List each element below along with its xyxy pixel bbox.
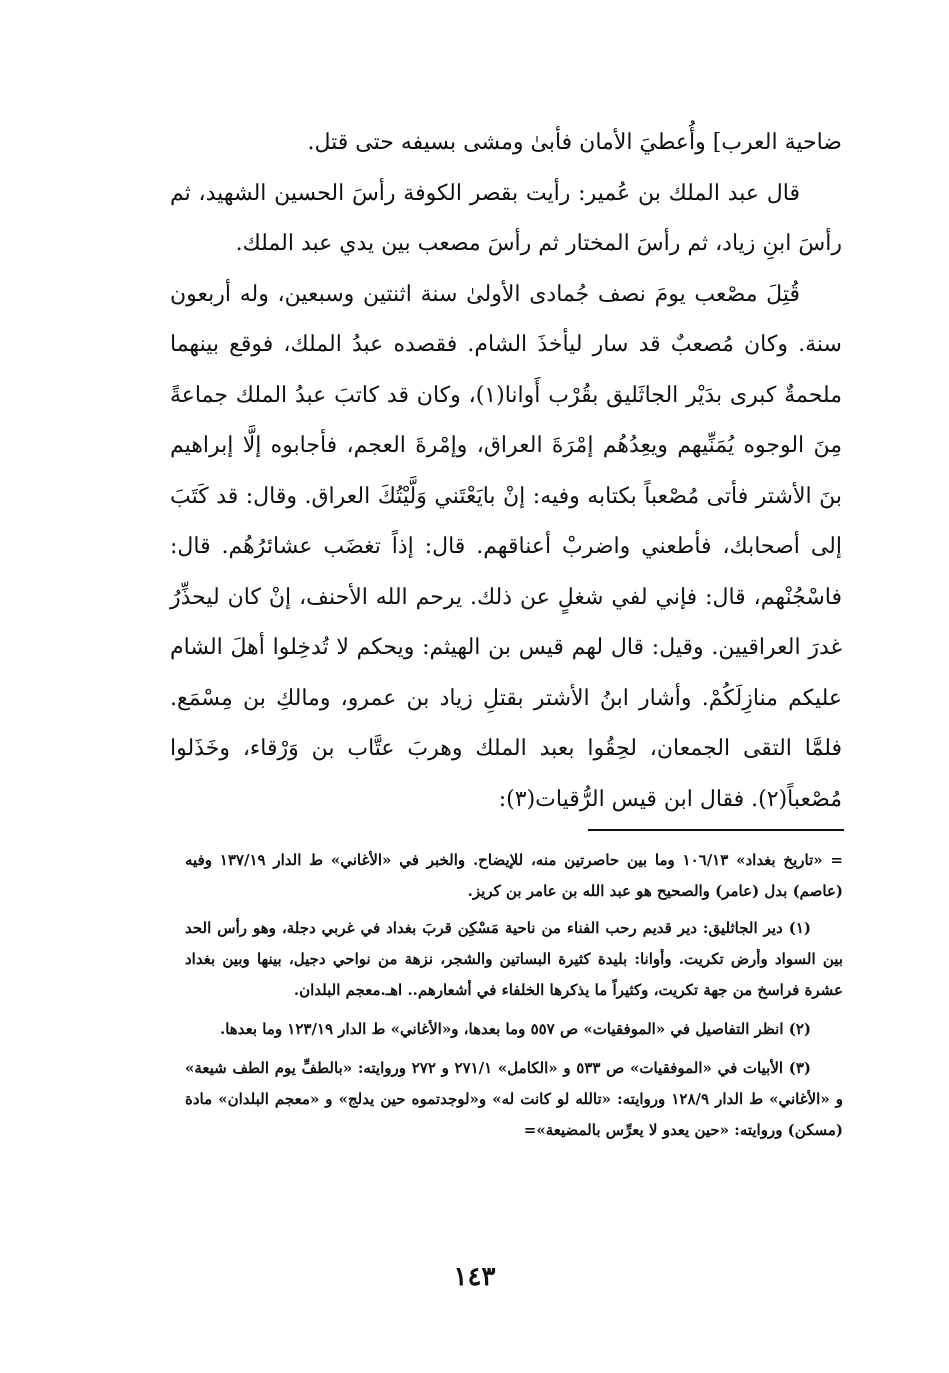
- footnote-2: (٢) انظر التفاصيل في «الموفقيات» ص ٥٥٧ وما بعدها، و«الأغاني» ط الدار ١٢٣/١٩ وما بعدها.: [220, 1020, 811, 1038]
- footnote-continuation: = «تاريخ بغداد» ١٠٦/١٣ وما بين حاصرتين منه، للإيضاح. والخبر في «الأغاني» ط الدار ١٣٧/١٩ وفيه (عاصم) بدل (عامر) والصحيح هو عبد الله بن عامر بن كريز.: [185, 851, 843, 900]
- page-number: ١٤٣: [453, 1262, 496, 1292]
- main-text: [170, 118, 842, 825]
- paragraph-musab-death: قُتِلَ مصْعب يومَ نصف جُمادى الأولىٰ سنة اثنتين وسبعين، وله أربعون سنة. وكان مُصعبٌ قد سار ليأخذَ الشام. فقصده عبدُ الملك، فوقع بينهما ملحمةٌ كبرى بدَيْر الجاثَليق بقُرْب أَوانا(١)، وكان قد كاتبَ عبدُ الملك جماعةً مِنَ الوجوه يُمَنِّيهم ويعِدُهُم إمْرَةَ العراق، وإمْرةَ العجم، فأجابوه إلَّا إبراهيم بنَ الأشتر فأتى مُصْعباً بكتابه وفيه: إنْ بايَعْتَني وَلَّيْتُكَ العراق. وقال: قد كَتَبَ إلى أصحابك، فأطعني واضربْ أعناقهم. قال: إذاً تغضَب عشائرُهُم. قال: فاسْجُنْهم، قال: فإني لفي شغلٍ عن ذلك. يرحم الله الأحنف، إنْ كان ليحذِّرُ غدرَ العراقيين. وقيل: قال لهم قيس بن الهيثم: ويحكم لا تُدخِلوا أهلَ الشام عليكم منازِلَكُمْ. وأشار ابنُ الأشتر بقتلِ زياد بن عمرو، ومالكِ بن مِسْمَع. فلمَّا التقى الجمعان، لحِقُوا بعبد الملك وهربَ عتَّاب بن وَرْقاء، وخَذَلوا مُصْعباً(٢). فقال ابن قيس الرُّقيات(٣):: [170, 281, 843, 812]
- footnote-3: (٣) الأبيات في «الموفقيات» ص ٥٣٣ و «الكامل» ٢٧١/١ و ٢٧٢ وروايته: «بالطفِّ يوم الطف شيعة» و «الأغاني» ط الدار ١٢٨/٩ وروايته: «تالله لو كانت له» و«لوجدتموه حين يدلج» و «معجم البلدان» مادة (مسكن) وروايته: «حين يعدو لا يعرِّس بالمضيعة»=: [185, 1059, 843, 1139]
- footnote-1: (١) دير الجاثليق: دير قديم رحب الفناء من ناحية مَسْكِن قربَ بغداد في غربي دجلة، وهو رأس الحد بين السواد وأرض تكريت. وأوانا: بليدة كثيرة البساتين والشجر، نزهة من نواحي دجيل، بينها وبين بغداد عشرة فراسخ من جهة تكريت، وكثيراً ما يذكرها الخلفاء في أشعارهم.. اهـ.معجم البلدان.: [185, 919, 843, 999]
- paragraph-continuation: ضاحية العرب] وأُعطيَ الأمان فأبىٰ ومشى بسيفه حتى قتل.: [307, 130, 842, 155]
- footnote-divider: [588, 829, 844, 831]
- footnotes: [185, 845, 843, 1154]
- paragraph-abdulmalik-quote: قال عبد الملك بن عُمير: رأيت بقصر الكوفة رأسَ الحسين الشهيد، ثم رأسَ ابنِ زياد، ثم رأسَ المختار ثم رأسَ مصعب بين يدي عبد الملك.: [170, 180, 842, 256]
